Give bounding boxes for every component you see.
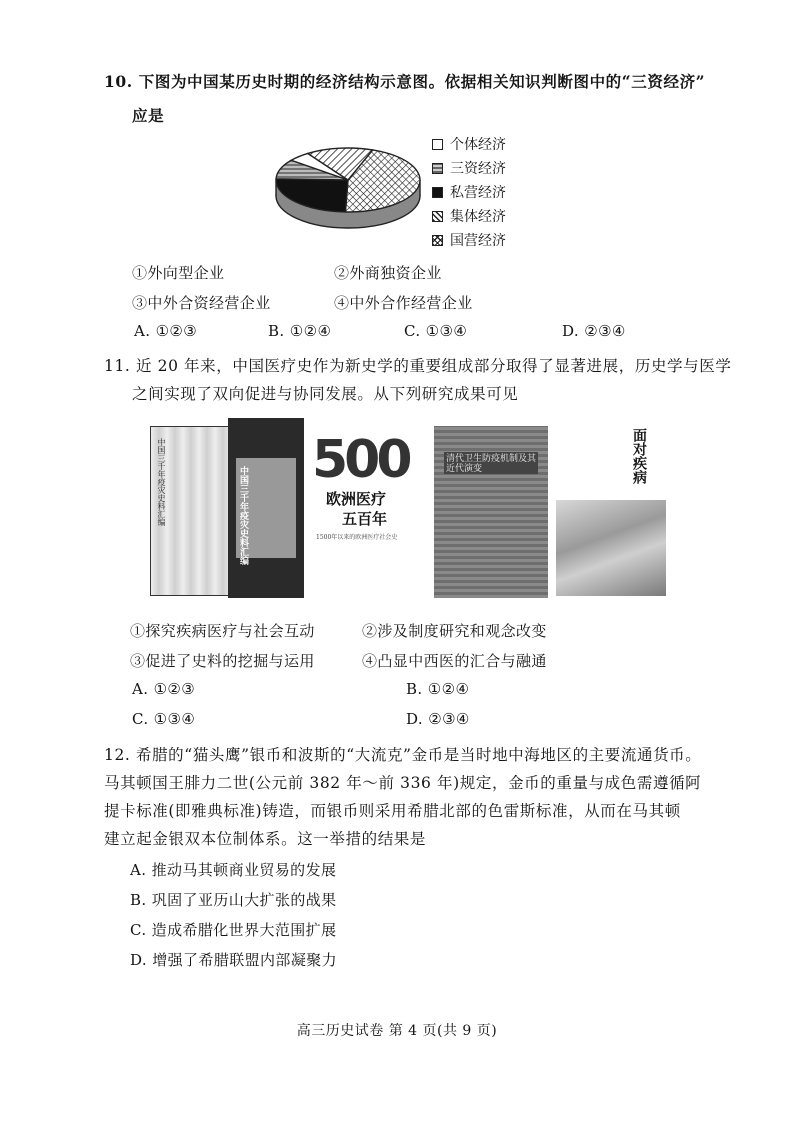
legend-swatch-cross (432, 235, 443, 246)
book1-spine-text: 中国三千年疫灾史料汇编 (157, 438, 166, 526)
legend-private (432, 182, 506, 202)
q10-item-4: ④中外合作经营企业 (334, 294, 473, 312)
book-image-facing-disease (556, 420, 666, 596)
q12-choice-a[interactable]: A. 推动马其顿商业贸易的发展 (130, 861, 337, 879)
q12-line2: 马其顿国王腓力二世(公元前 382 年～前 336 年)规定，金币的重量与成色需遵循阿 (104, 774, 702, 792)
book1-title: 中国三千年疫灾史料汇编 (238, 466, 248, 565)
book-image-qing-epidemic (434, 426, 548, 598)
q12-line3: 提卡标准(即雅典标准)铸造，而银币则采用希腊北部的色雷斯标准，从而在马其顿 (104, 802, 681, 820)
q10-item-3: ③中外合资经营企业 (132, 294, 271, 312)
book2-title-b: 五百年 (342, 510, 388, 528)
book2-number: 500 (312, 430, 409, 490)
q10-choice-b[interactable]: B. ①②④ (268, 322, 332, 340)
book2-title-a: 欧洲医疗 (326, 490, 387, 508)
q11-item-4: ④凸显中西医的汇合与融通 (362, 652, 547, 670)
q11-item-3: ③促进了史料的挖掘与运用 (130, 652, 315, 670)
q11-choice-b[interactable]: B. ①②④ (406, 680, 470, 698)
legend-state (432, 230, 506, 250)
legend-individual (432, 134, 506, 154)
q11-choice-c[interactable]: C. ①③④ (132, 710, 196, 728)
legend-swatch-black (432, 187, 443, 198)
legend-label: 国营经济 (450, 233, 506, 249)
q10-stem-line1: 10. 下图为中国某历史时期的经济结构示意图。依据相关知识判断图中的“三资经济” (104, 72, 706, 91)
q12-line4: 建立起金银双本位制体系。这一举措的结果是 (104, 830, 427, 848)
book-image-european-medicine (312, 428, 426, 598)
q10-item-1: ①外向型企业 (132, 264, 225, 282)
legend-three-capital (432, 158, 506, 178)
legend-label: 个体经济 (450, 137, 506, 153)
q11-stem-line2: 之间实现了双向促进与协同发展。从下列研究成果可见 (132, 385, 519, 403)
legend-label: 集体经济 (450, 209, 506, 225)
q11-choice-d[interactable]: D. ②③④ (406, 710, 470, 728)
legend-swatch-white (432, 139, 443, 150)
q12-choice-b[interactable]: B. 巩固了亚历山大扩张的战果 (130, 891, 337, 909)
q10-choice-a[interactable]: A. ①②③ (134, 322, 198, 340)
q11-item-2: ②涉及制度研究和观念改变 (362, 622, 547, 640)
book4-title: 面对疾病 (631, 428, 647, 484)
q10-choice-c[interactable]: C. ①③④ (404, 322, 468, 340)
q11-item-1: ①探究疾病医疗与社会互动 (130, 622, 315, 640)
page-footer: 高三历史试卷 第 4 页(共 9 页) (296, 1023, 498, 1039)
book2-subtitle: 1500年以来的欧洲医疗社会史 (316, 534, 398, 541)
q10-item-2: ②外商独资企业 (334, 264, 442, 282)
book3-title: 清代卫生防疫机制及其近代演变 (446, 454, 537, 474)
q11-stem-line1: 11. 近 20 年来，中国医疗史作为新史学的重要组成部分取得了显著进展，历史学与医学 (104, 357, 732, 375)
book-image-epidemic-history (150, 418, 304, 598)
q12-choice-c[interactable]: C. 造成希腊化世界大范围扩展 (130, 921, 337, 939)
pie-slices (276, 148, 420, 212)
book4-cover-art (556, 500, 666, 596)
legend-label: 三资经济 (450, 161, 506, 177)
legend-swatch-gray (432, 163, 443, 174)
q10-stem-line2: 应是 (132, 106, 165, 125)
q11-choice-a[interactable]: A. ①②③ (132, 680, 196, 698)
legend-swatch-diagonal (432, 211, 443, 222)
q12-line1: 12. 希腊的“猫头鹰”银币和波斯的“大流克”金币是当时地中海地区的主要流通货币。 (104, 746, 702, 764)
q12-choice-d[interactable]: D. 增强了希腊联盟内部凝聚力 (130, 951, 338, 969)
legend-label: 私营经济 (450, 185, 506, 201)
economy-pie-chart (268, 140, 428, 240)
book1-cover (228, 418, 304, 598)
legend-collective (432, 206, 506, 226)
q10-choice-d[interactable]: D. ②③④ (562, 322, 626, 340)
